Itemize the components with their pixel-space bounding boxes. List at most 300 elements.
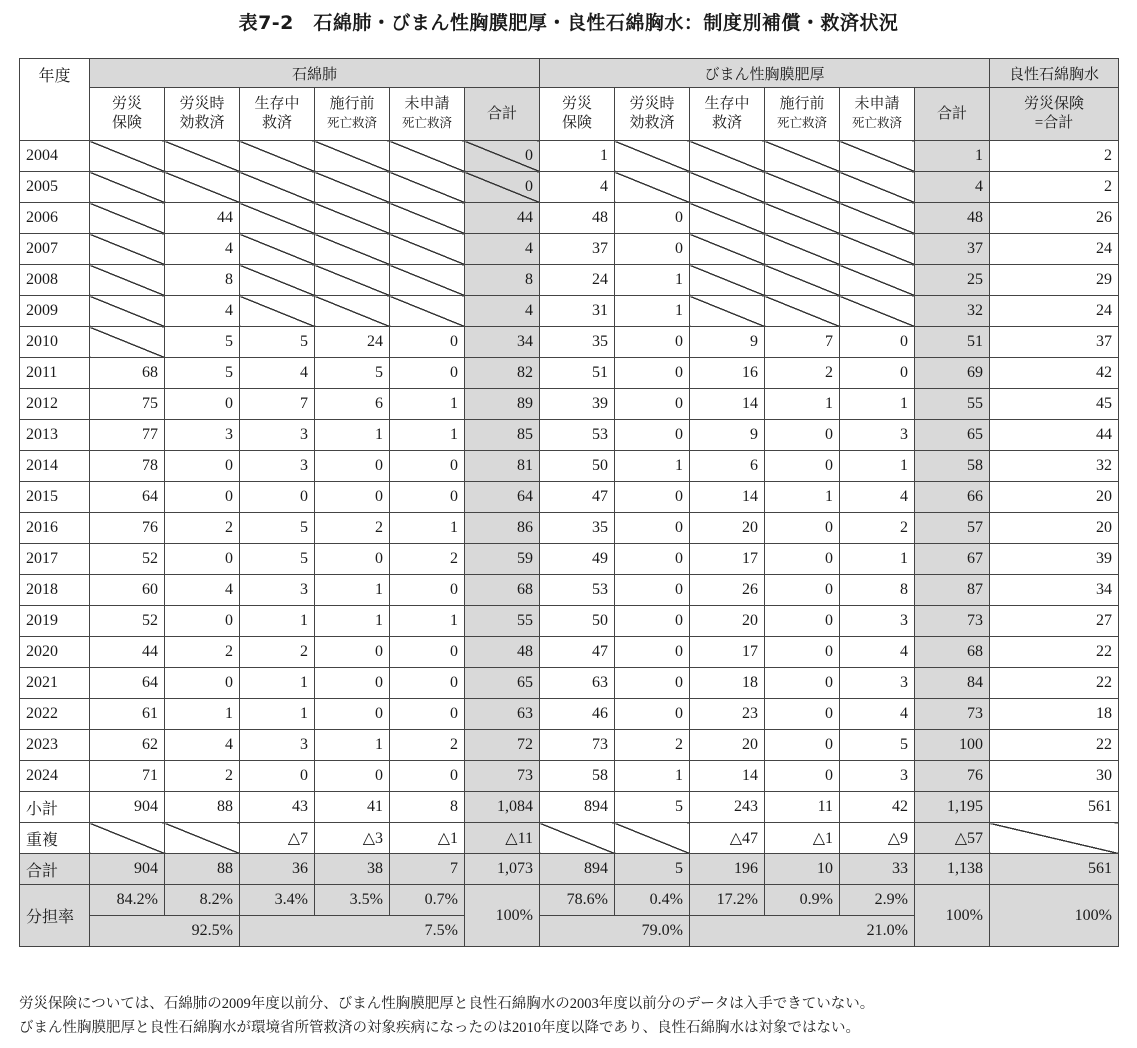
effusion-cell: 34: [990, 575, 1119, 606]
pleural-cell: 51: [915, 327, 990, 358]
pleural-cell: [840, 141, 915, 172]
asbestosis-cell: [390, 172, 465, 203]
asbestosis-cell: 0: [315, 668, 390, 699]
asbestosis-cell: 3: [240, 730, 315, 761]
year-cell: 2010: [20, 327, 90, 358]
asbestosis-cell: 59: [465, 544, 540, 575]
pleural-cell: 49: [540, 544, 615, 575]
pleural-cell: 73: [915, 606, 990, 637]
pleural-cell: 20: [690, 606, 765, 637]
asbestosis-cell: 0: [165, 482, 240, 513]
asbestosis-cell: 0: [390, 761, 465, 792]
group-header-row: [20, 59, 1119, 88]
table-row: [20, 513, 1119, 544]
pleural-cell: [840, 296, 915, 327]
asbestosis-cell: [240, 234, 315, 265]
pleural-cell: 23: [690, 699, 765, 730]
pleural-cell: 8: [840, 575, 915, 606]
asbestosis-cell: [240, 296, 315, 327]
asbestosis-cell: 44: [165, 203, 240, 234]
footnote-2: びまん性胸膜肥厚と良性石綿胸水が環境省所管救済の対象疾病になったのは2010年度以降であり、良性石綿胸水は対象ではない。: [19, 1020, 860, 1036]
pleural-cell: [690, 265, 765, 296]
year-cell: 合計: [20, 854, 90, 885]
pleural-cell: 3: [840, 668, 915, 699]
year-cell: 2004: [20, 141, 90, 172]
asbestosis-col-header: 労災 保険: [90, 88, 165, 141]
effusion-cell: 20: [990, 513, 1119, 544]
pleural-cell: 46: [540, 699, 615, 730]
asbestosis-cell: 2: [390, 544, 465, 575]
asbestosis-cell: 44: [465, 203, 540, 234]
pleural-cell: 39: [540, 389, 615, 420]
effusion-cell: 44: [990, 420, 1119, 451]
effusion-cell: 42: [990, 358, 1119, 389]
pleural-cell: 65: [915, 420, 990, 451]
pleural-cell: 2: [765, 358, 840, 389]
pleural-cell: 0: [765, 668, 840, 699]
effusion-col-header: 労災保険 =合計: [990, 88, 1119, 141]
pleural-col-header: 労災 保険: [540, 88, 615, 141]
pleural-share-cell: 17.2%: [690, 885, 765, 916]
asbestosis-cell: [90, 203, 165, 234]
asbestosis-cell: 0: [315, 637, 390, 668]
asbestosis-cell: 0: [165, 451, 240, 482]
pleural-col-header: 施行前 死亡救済: [765, 88, 840, 141]
pleural-cell: [690, 234, 765, 265]
pleural-cell: 48: [540, 203, 615, 234]
asbestosis-cell: 86: [465, 513, 540, 544]
asbestosis-cell: 1: [315, 606, 390, 637]
effusion-cell: 561: [990, 792, 1119, 823]
asbestosis-share-cell: 3.4%: [240, 885, 315, 916]
table-row: [20, 420, 1119, 451]
pleural-share-cell: 0.9%: [765, 885, 840, 916]
pleural-cell: 1: [615, 451, 690, 482]
pleural-share-cell: 78.6%: [540, 885, 615, 916]
effusion-cell: 20: [990, 482, 1119, 513]
pleural-cell: 47: [540, 637, 615, 668]
pleural-cell: 63: [540, 668, 615, 699]
asbestosis-cell: 77: [90, 420, 165, 451]
pleural-cell: 0: [615, 606, 690, 637]
asbestosis-cell: 0: [315, 761, 390, 792]
asbestosis-cell: [165, 172, 240, 203]
pleural-cell: 73: [540, 730, 615, 761]
pleural-cell: 0: [840, 358, 915, 389]
year-cell: 2008: [20, 265, 90, 296]
pleural-share-group1: 79.0%: [540, 916, 690, 947]
effusion-cell: 24: [990, 296, 1119, 327]
pleural-cell: 17: [690, 544, 765, 575]
pleural-cell: 0: [615, 544, 690, 575]
pleural-cell: 0: [615, 513, 690, 544]
asbestosis-cell: 68: [90, 358, 165, 389]
asbestosis-cell: 89: [465, 389, 540, 420]
table-row: [20, 327, 1119, 358]
asbestosis-cell: [90, 296, 165, 327]
asbestosis-cell: 0: [240, 482, 315, 513]
table-row: [20, 358, 1119, 389]
pleural-cell: 0: [615, 327, 690, 358]
pleural-col-header: 未申請 死亡救済: [840, 88, 915, 141]
pleural-cell: 0: [765, 575, 840, 606]
asbestosis-cell: 2: [165, 637, 240, 668]
pleural-cell: 100: [915, 730, 990, 761]
pleural-cell: △47: [690, 823, 765, 854]
asbestosis-cell: 63: [465, 699, 540, 730]
asbestosis-cell: 2: [390, 730, 465, 761]
pleural-cell: 66: [915, 482, 990, 513]
pleural-cell: 5: [615, 792, 690, 823]
pleural-cell: 4: [915, 172, 990, 203]
asbestosis-cell: 0: [165, 668, 240, 699]
asbestosis-cell: 52: [90, 544, 165, 575]
pleural-cell: 14: [690, 482, 765, 513]
pleural-cell: 894: [540, 792, 615, 823]
table-row: [20, 544, 1119, 575]
asbestosis-cell: 1: [165, 699, 240, 730]
pleural-cell: 0: [765, 513, 840, 544]
pleural-cell: △1: [765, 823, 840, 854]
asbestosis-cell: 1: [240, 606, 315, 637]
asbestosis-cell: 5: [165, 358, 240, 389]
asbestosis-cell: [240, 265, 315, 296]
pleural-cell: 1: [765, 389, 840, 420]
pleural-cell: 1: [765, 482, 840, 513]
table-row: [20, 389, 1119, 420]
year-cell: 2009: [20, 296, 90, 327]
asbestosis-cell: [90, 234, 165, 265]
asbestosis-cell: 1: [315, 420, 390, 451]
asbestosis-cell: 5: [240, 513, 315, 544]
pleural-cell: 4: [540, 172, 615, 203]
asbestosis-share-group1: 92.5%: [90, 916, 240, 947]
asbestosis-cell: 7: [240, 389, 315, 420]
effusion-cell: 2: [990, 172, 1119, 203]
table-row: [20, 265, 1119, 296]
asbestosis-cell: [90, 141, 165, 172]
asbestosis-cell: 81: [465, 451, 540, 482]
table-row: [20, 482, 1119, 513]
asbestosis-cell: 88: [165, 854, 240, 885]
asbestosis-cell: [390, 141, 465, 172]
asbestosis-cell: 3: [165, 420, 240, 451]
pleural-cell: 4: [840, 637, 915, 668]
pleural-cell: [840, 234, 915, 265]
effusion-cell: 37: [990, 327, 1119, 358]
pleural-cell: 24: [540, 265, 615, 296]
pleural-col-header: 生存中 救済: [690, 88, 765, 141]
asbestosis-cell: [90, 327, 165, 358]
asbestosis-share-cell: 8.2%: [165, 885, 240, 916]
effusion-cell: 32: [990, 451, 1119, 482]
pleural-cell: 87: [915, 575, 990, 606]
pleural-cell: 55: [915, 389, 990, 420]
asbestosis-cell: [165, 823, 240, 854]
pleural-cell: 1: [840, 544, 915, 575]
pleural-cell: 196: [690, 854, 765, 885]
asbestosis-cell: 68: [465, 575, 540, 606]
asbestosis-cell: 0: [390, 451, 465, 482]
pleural-cell: 37: [540, 234, 615, 265]
pleural-share-cell: 0.4%: [615, 885, 690, 916]
asbestosis-col-header: 施行前 死亡救済: [315, 88, 390, 141]
pleural-cell: 3: [840, 420, 915, 451]
pleural-cell: 35: [540, 513, 615, 544]
pleural-cell: 67: [915, 544, 990, 575]
pleural-cell: △9: [840, 823, 915, 854]
pleural-cell: [840, 203, 915, 234]
pleural-cell: 18: [690, 668, 765, 699]
pleural-cell: 2: [615, 730, 690, 761]
pleural-cell: 0: [765, 761, 840, 792]
pleural-cell: 0: [765, 699, 840, 730]
compensation-table: [19, 58, 1119, 947]
group-asbestosis: 石綿肺: [90, 59, 540, 88]
asbestosis-cell: 75: [90, 389, 165, 420]
asbestosis-share-cell: 0.7%: [390, 885, 465, 916]
asbestosis-cell: 5: [240, 544, 315, 575]
table-row: [20, 575, 1119, 606]
pleural-cell: 4: [840, 699, 915, 730]
effusion-cell: 22: [990, 637, 1119, 668]
pleural-cell: 58: [540, 761, 615, 792]
pleural-cell: 37: [915, 234, 990, 265]
pleural-cell: [765, 141, 840, 172]
asbestosis-cell: △1: [390, 823, 465, 854]
pleural-cell: [690, 141, 765, 172]
pleural-cell: 58: [915, 451, 990, 482]
pleural-share-group2: 21.0%: [690, 916, 915, 947]
asbestosis-cell: 0: [315, 482, 390, 513]
asbestosis-cell: 48: [465, 637, 540, 668]
column-header-row: [20, 88, 1119, 141]
asbestosis-cell: 38: [315, 854, 390, 885]
asbestosis-cell: 0: [315, 699, 390, 730]
asbestosis-share-cell: 84.2%: [90, 885, 165, 916]
asbestosis-cell: 0: [165, 606, 240, 637]
pleural-cell: [765, 265, 840, 296]
asbestosis-cell: 65: [465, 668, 540, 699]
pleural-cell: 0: [615, 482, 690, 513]
pleural-cell: 0: [615, 203, 690, 234]
pleural-cell: 31: [540, 296, 615, 327]
pleural-cell: 50: [540, 606, 615, 637]
asbestosis-cell: 4: [240, 358, 315, 389]
pleural-cell: 0: [615, 389, 690, 420]
pleural-cell: 69: [915, 358, 990, 389]
asbestosis-cell: 2: [165, 761, 240, 792]
effusion-cell: 24: [990, 234, 1119, 265]
pleural-cell: 10: [765, 854, 840, 885]
year-cell: 重複: [20, 823, 90, 854]
year-cell: 2020: [20, 637, 90, 668]
pleural-cell: [765, 296, 840, 327]
pleural-cell: 4: [840, 482, 915, 513]
asbestosis-cell: 7: [390, 854, 465, 885]
table-row: [20, 234, 1119, 265]
asbestosis-col-header: 合計: [465, 88, 540, 141]
asbestosis-cell: 2: [165, 513, 240, 544]
pleural-cell: 1: [615, 265, 690, 296]
pleural-cell: 51: [540, 358, 615, 389]
asbestosis-cell: 64: [465, 482, 540, 513]
pleural-cell: 0: [765, 606, 840, 637]
asbestosis-cell: 1: [390, 606, 465, 637]
pleural-cell: [615, 823, 690, 854]
year-cell: 2017: [20, 544, 90, 575]
pleural-cell: 25: [915, 265, 990, 296]
asbestosis-cell: 0: [315, 451, 390, 482]
table-row: [20, 699, 1119, 730]
pleural-cell: 9: [690, 420, 765, 451]
table-row: [20, 606, 1119, 637]
asbestosis-cell: 0: [315, 544, 390, 575]
effusion-share-total: 100%: [990, 885, 1119, 947]
pleural-cell: [765, 203, 840, 234]
pleural-cell: 53: [540, 575, 615, 606]
asbestosis-cell: 3: [240, 575, 315, 606]
pleural-cell: [615, 172, 690, 203]
asbestosis-cell: [315, 203, 390, 234]
asbestosis-cell: [240, 172, 315, 203]
pleural-cell: 1: [540, 141, 615, 172]
asbestosis-cell: [390, 203, 465, 234]
asbestosis-cell: 0: [240, 761, 315, 792]
pleural-cell: 57: [915, 513, 990, 544]
table-row: [20, 668, 1119, 699]
asbestosis-cell: 1: [240, 668, 315, 699]
year-cell: 2023: [20, 730, 90, 761]
asbestosis-cell: 82: [465, 358, 540, 389]
asbestosis-cell: 0: [165, 544, 240, 575]
asbestosis-cell: 904: [90, 854, 165, 885]
pleural-cell: 1: [915, 141, 990, 172]
asbestosis-cell: [315, 234, 390, 265]
asbestosis-cell: △7: [240, 823, 315, 854]
year-cell: 2016: [20, 513, 90, 544]
asbestosis-cell: [390, 265, 465, 296]
asbestosis-cell: 1: [315, 575, 390, 606]
asbestosis-cell: 85: [465, 420, 540, 451]
asbestosis-share-total: 100%: [465, 885, 540, 947]
asbestosis-cell: 4: [165, 296, 240, 327]
asbestosis-cell: 1,073: [465, 854, 540, 885]
year-cell: 2018: [20, 575, 90, 606]
asbestosis-cell: 2: [315, 513, 390, 544]
pleural-cell: 1: [615, 296, 690, 327]
asbestosis-cell: [390, 296, 465, 327]
pleural-cell: 33: [840, 854, 915, 885]
pleural-cell: 1: [840, 451, 915, 482]
pleural-cell: 0: [765, 451, 840, 482]
asbestosis-cell: 8: [390, 792, 465, 823]
asbestosis-cell: △3: [315, 823, 390, 854]
pleural-cell: 0: [765, 637, 840, 668]
year-cell: 2013: [20, 420, 90, 451]
share-label: 分担率: [20, 885, 90, 947]
pleural-cell: 20: [690, 513, 765, 544]
pleural-cell: [765, 234, 840, 265]
asbestosis-cell: 6: [315, 389, 390, 420]
asbestosis-cell: [90, 265, 165, 296]
year-cell: 2024: [20, 761, 90, 792]
asbestosis-cell: 904: [90, 792, 165, 823]
effusion-cell: 22: [990, 668, 1119, 699]
asbestosis-cell: [315, 265, 390, 296]
pleural-cell: 0: [765, 420, 840, 451]
asbestosis-cell: 4: [465, 296, 540, 327]
pleural-cell: 47: [540, 482, 615, 513]
pleural-cell: [615, 141, 690, 172]
pleural-cell: 6: [690, 451, 765, 482]
table-row: [20, 823, 1119, 854]
pleural-cell: [690, 203, 765, 234]
pleural-cell: 42: [840, 792, 915, 823]
pleural-cell: 48: [915, 203, 990, 234]
table-row: [20, 761, 1119, 792]
pleural-cell: 0: [765, 544, 840, 575]
group-pleural-effusion: 良性石綿胸水: [990, 59, 1119, 88]
asbestosis-cell: [90, 172, 165, 203]
asbestosis-cell: 5: [165, 327, 240, 358]
pleural-cell: 68: [915, 637, 990, 668]
effusion-cell: 18: [990, 699, 1119, 730]
asbestosis-cell: 0: [465, 172, 540, 203]
pleural-cell: 5: [840, 730, 915, 761]
pleural-cell: 7: [765, 327, 840, 358]
asbestosis-cell: 88: [165, 792, 240, 823]
pleural-cell: 0: [765, 730, 840, 761]
asbestosis-cell: 8: [165, 265, 240, 296]
asbestosis-cell: 64: [90, 668, 165, 699]
effusion-cell: [990, 823, 1119, 854]
pleural-cell: 1,138: [915, 854, 990, 885]
pleural-share-total: 100%: [915, 885, 990, 947]
pleural-cell: 243: [690, 792, 765, 823]
pleural-cell: [690, 296, 765, 327]
effusion-cell: 45: [990, 389, 1119, 420]
pleural-cell: 14: [690, 761, 765, 792]
table-row: [20, 203, 1119, 234]
pleural-cell: 1,195: [915, 792, 990, 823]
asbestosis-cell: 1: [390, 420, 465, 451]
asbestosis-cell: 78: [90, 451, 165, 482]
year-cell: 2022: [20, 699, 90, 730]
asbestosis-cell: 34: [465, 327, 540, 358]
year-cell: 小計: [20, 792, 90, 823]
asbestosis-cell: 1: [315, 730, 390, 761]
pleural-cell: 0: [615, 234, 690, 265]
table-row: [20, 730, 1119, 761]
asbestosis-cell: 73: [465, 761, 540, 792]
asbestosis-share-cell: 3.5%: [315, 885, 390, 916]
year-cell: 2005: [20, 172, 90, 203]
pleural-cell: 0: [615, 637, 690, 668]
table-title: 表7-2 石綿肺・びまん性胸膜肥厚・良性石綿胸水：制度別補償・救済状況: [238, 12, 899, 34]
asbestosis-cell: 71: [90, 761, 165, 792]
table-row: [20, 637, 1119, 668]
pleural-share-cell: 2.9%: [840, 885, 915, 916]
asbestosis-cell: [90, 823, 165, 854]
asbestosis-cell: 0: [390, 482, 465, 513]
pleural-cell: 0: [615, 420, 690, 451]
pleural-cell: 3: [840, 761, 915, 792]
asbestosis-cell: 41: [315, 792, 390, 823]
pleural-cell: [840, 265, 915, 296]
group-pleural-thickening: びまん性胸膜肥厚: [540, 59, 990, 88]
asbestosis-cell: 4: [165, 730, 240, 761]
